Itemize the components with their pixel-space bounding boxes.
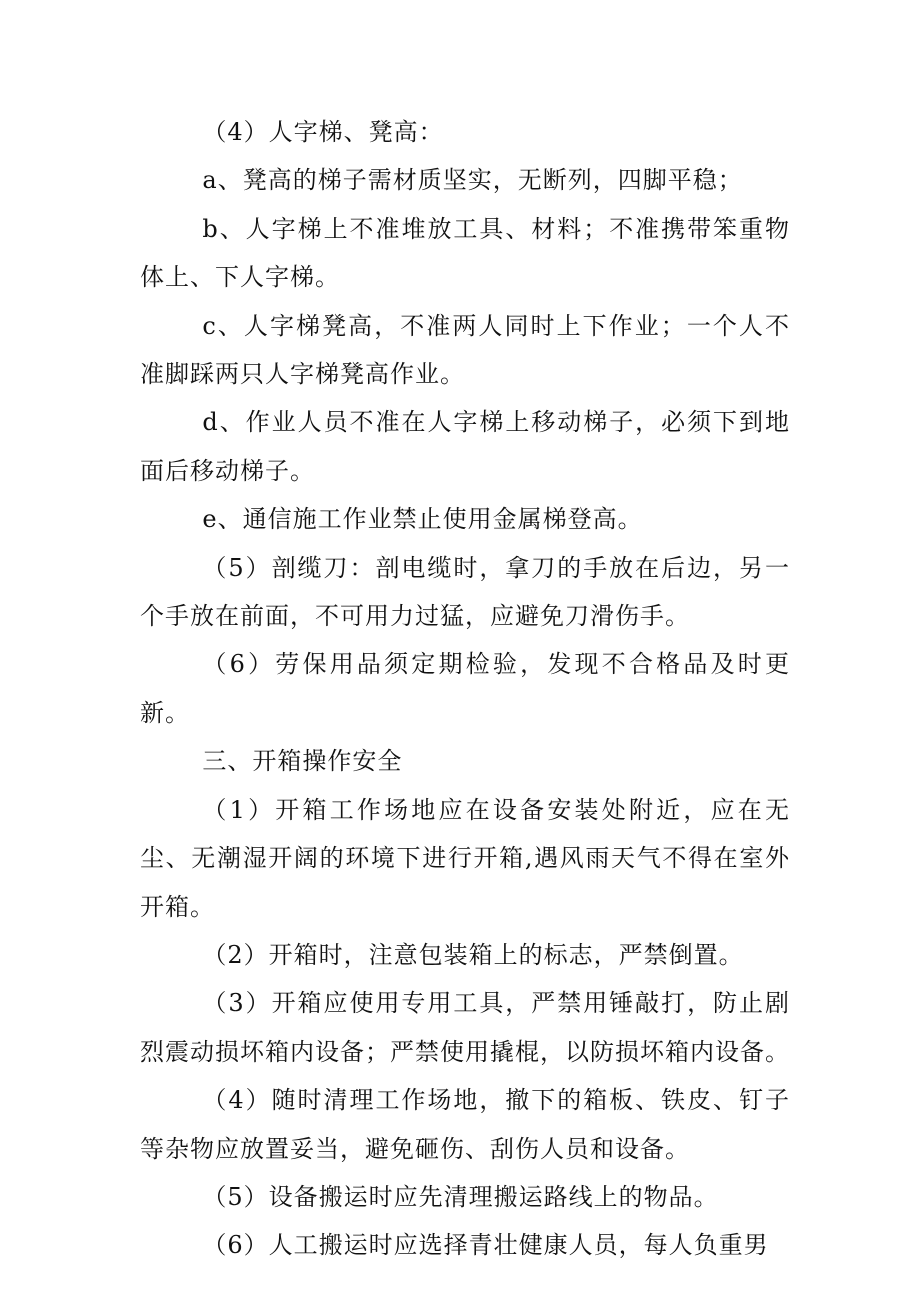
document-body: [140, 108, 790, 1270]
paragraph-unboxing-4: （4）随时清理工作场地，撤下的箱板、铁皮、钉子等杂物应放置妥当，避免砸伤、刮伤人员和设备。: [140, 1086, 790, 1163]
paragraph-unboxing-6: （6）人工搬运时应选择青壮健康人员，每人负重男: [202, 1231, 769, 1260]
paragraph-cable-knife: （5）剖缆刀：剖电缆时，拿刀的手放在后边，另一个手放在前面，不可用力过猛，应避免刀滑伤手。: [140, 553, 790, 631]
paragraph-unboxing-5: （5）设备搬运时应先清理搬运路线上的物品。: [202, 1182, 719, 1211]
paragraph-protective-gear: （6）劳保用品须定期检验，发现不合格品及时更新。: [140, 650, 790, 727]
section-heading-unboxing: 三、开箱操作安全: [202, 747, 403, 776]
paragraph-item-d: d、作业人员不准在人字梯上移动梯子，必须下到地面后移动梯子。: [140, 408, 790, 485]
paragraph-item-a: a、凳高的梯子需材质坚实，无断列，四脚平稳；: [202, 166, 743, 195]
paragraph-unboxing-2: （2）开箱时，注意包装箱上的标志，严禁倒置。: [202, 940, 744, 969]
paragraph-item-c: c、人字梯凳高，不准两人同时上下作业；一个人不准脚踩两只人字梯凳高作业。: [140, 311, 790, 389]
paragraph-unboxing-1: （1）开箱工作场地应在设备安装处附近，应在无尘、无潮湿开阔的环境下进行开箱,遇风雨天气不得在室外开箱。: [140, 795, 790, 921]
paragraph-unboxing-3: （3）开箱应使用专用工具，严禁用锤敲打，防止剧烈震动损坏箱内设备；严禁使用撬棍，以防损坏箱内设备。: [140, 989, 790, 1066]
paragraph-ladder-heading: （4）人字梯、凳高：: [202, 118, 444, 146]
paragraph-item-e: e、通信施工作业禁止使用金属梯登高。: [202, 505, 643, 534]
paragraph-item-b: b、人字梯上不准堆放工具、材料；不准携带笨重物体上、下人字梯。: [140, 214, 790, 292]
